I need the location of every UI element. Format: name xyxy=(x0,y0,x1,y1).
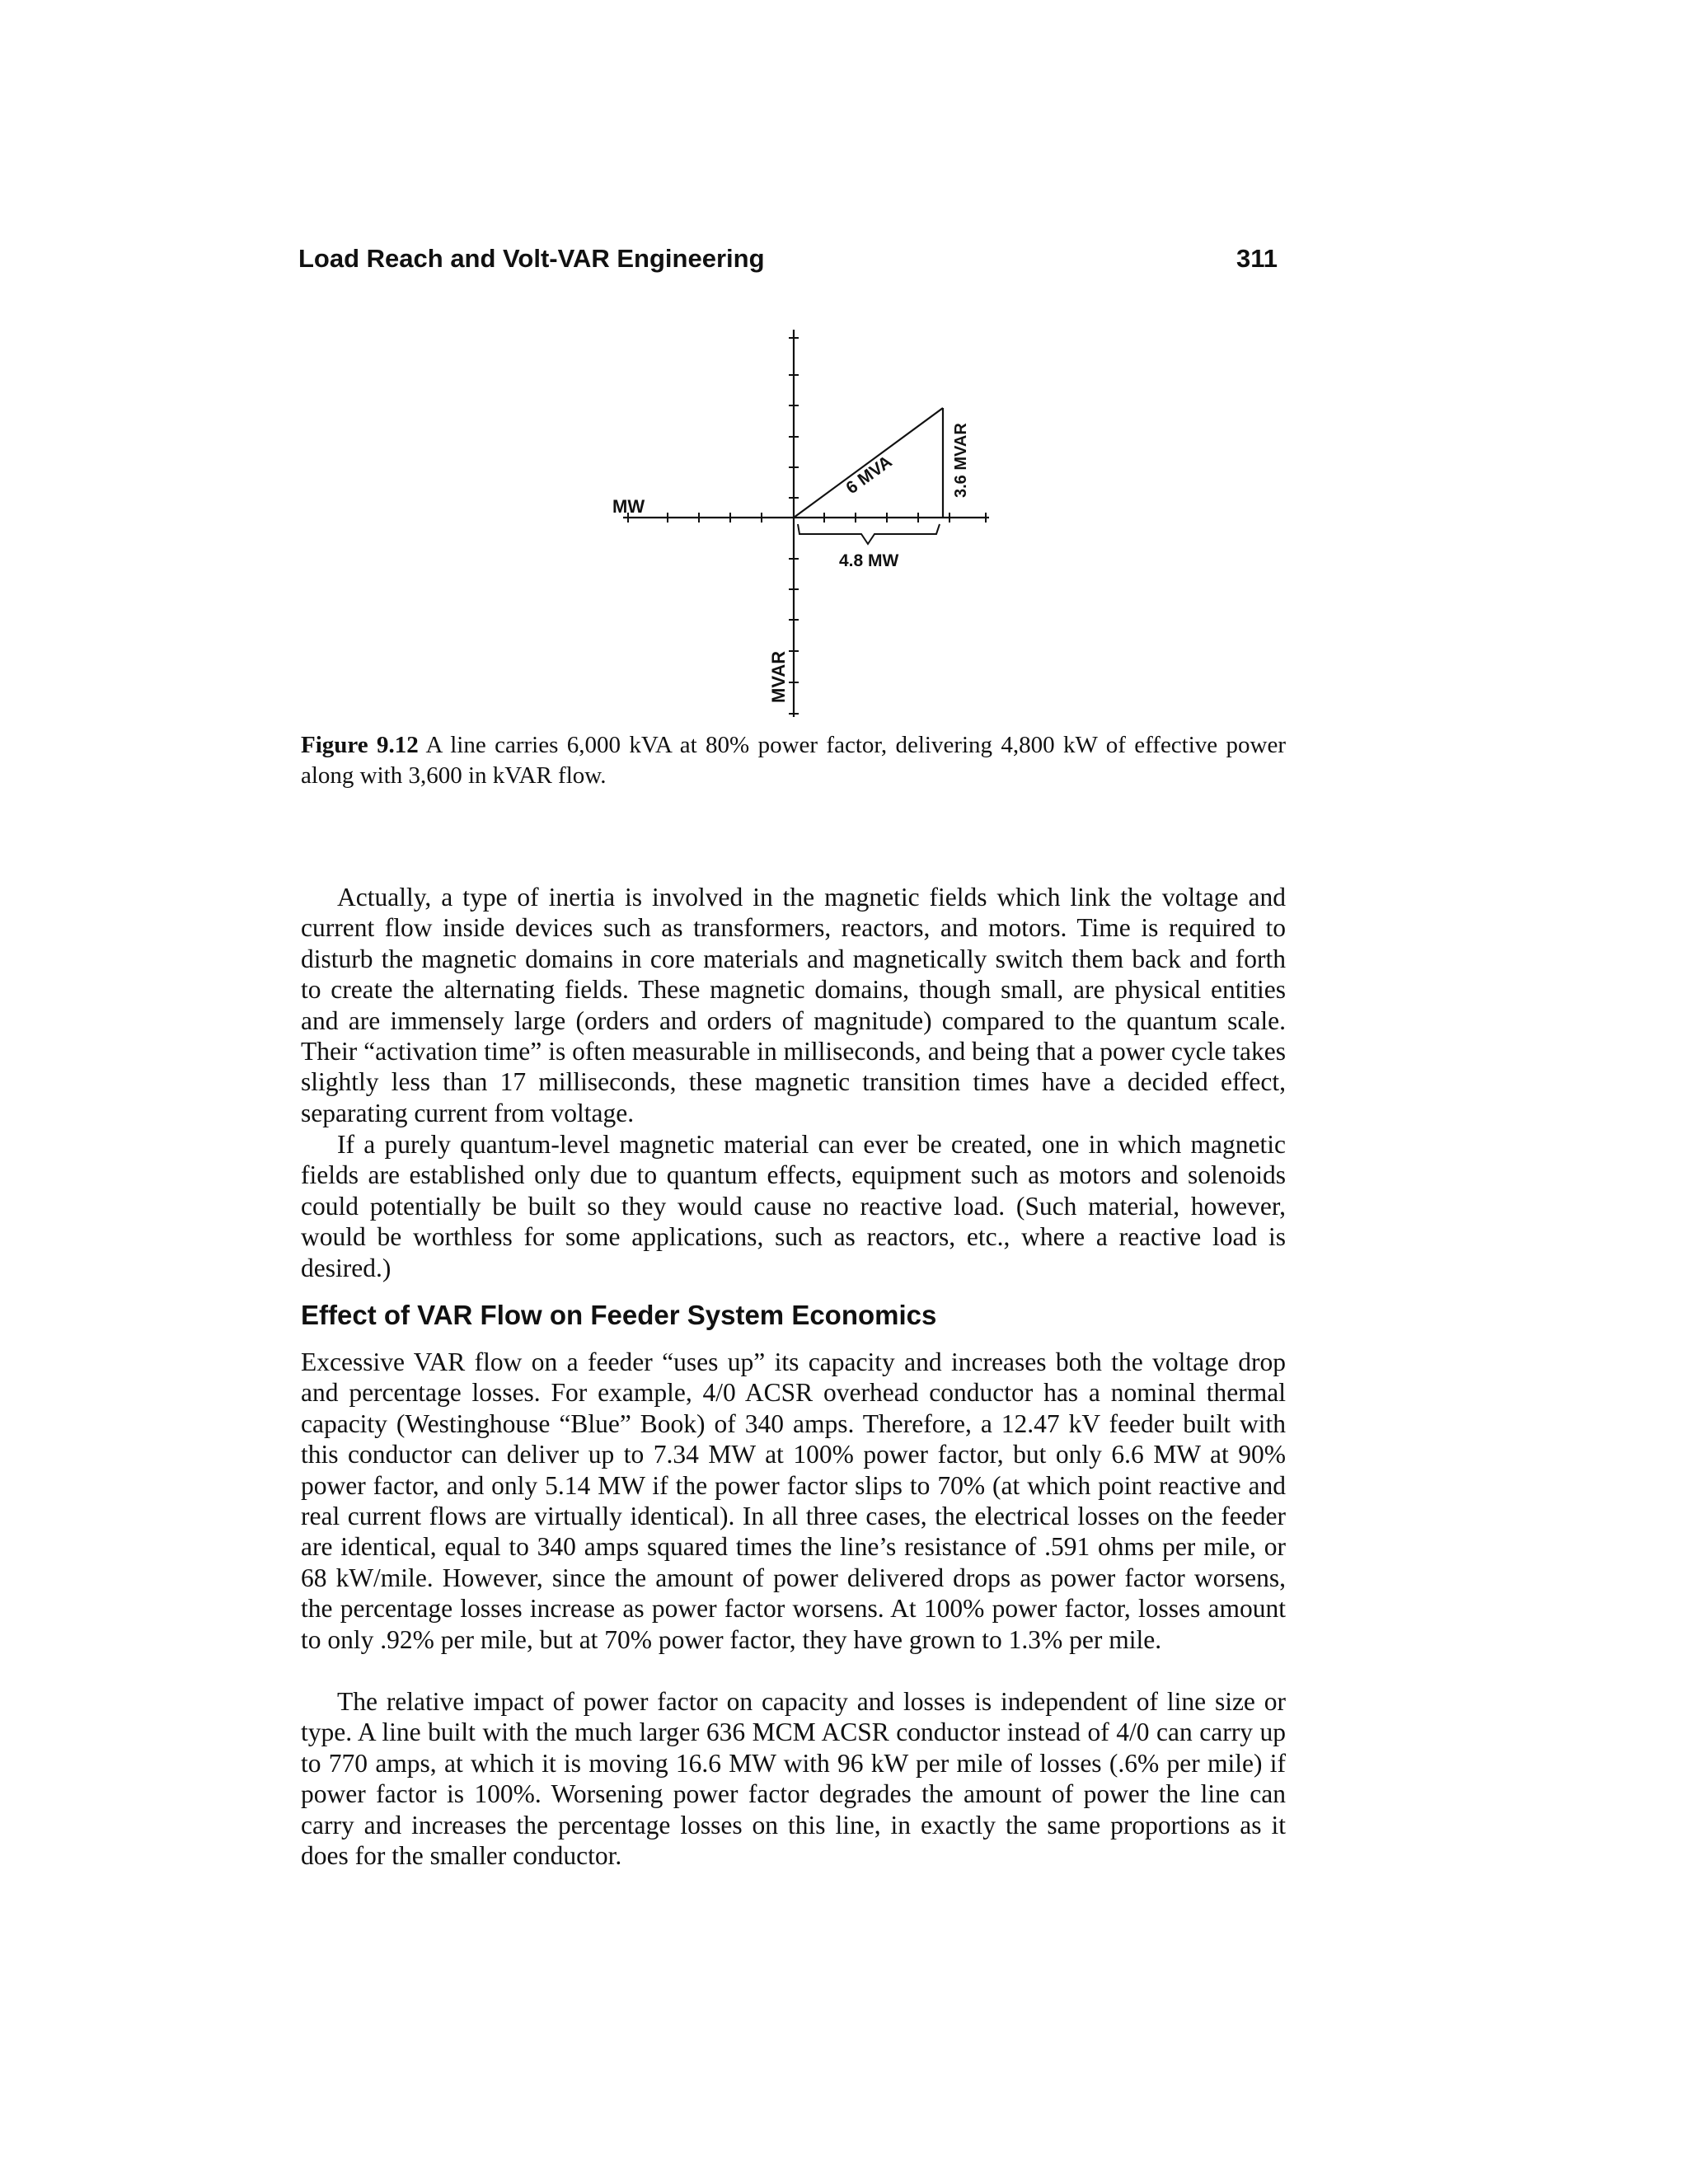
section-heading: Effect of VAR Flow on Feeder System Economics xyxy=(301,1300,937,1330)
page-number: 311 xyxy=(1236,244,1278,273)
paragraph-2: If a purely quantum-level magnetic material can ever be created, one in which magnetic fields are established only due to quantum effects, equipment such as motors and solenoids could potentially be built so they would cause no reactive load. (Such material, however, would be worthless for some applications, such as reactors, etc., where a reactive load is desired.) xyxy=(301,1130,1286,1282)
hypotenuse-label: 6 MVA xyxy=(842,452,896,499)
figure-caption xyxy=(301,730,1286,791)
paragraph-3: Excessive VAR flow on a feeder “uses up” its capacity and increases both the voltage drop and percentage losses. For example, 4/0 ACSR overhead conductor has a nominal thermal capacity (Westinghouse “Blue” Book) of 340 amps. Therefore, a 12.47 kV feeder built with this conductor can deliver up to 7.34 MW at 100% power factor, but only 6.6 MW at 90% power factor, and only 5.14 MW if the power factor slips to 70% (at which point reactive and real current flows are virtually identical). In all three cases, the electrical losses on the feeder are identical, equal to 340 amps squared times the line’s resistance of .591 ohms per mile, or 68 kW/mile. However, since the amount of power delivered drops as power factor worsens, the percentage losses increase as power factor worsens. At 100% power factor, losses amount to only .92% per mile, but at 70% power factor, they have grown to 1.3% per mile. xyxy=(301,1347,1286,1654)
figure-caption-label: Figure 9.12 xyxy=(301,732,419,758)
mw-axis-label: MW xyxy=(612,496,645,517)
vertical-side-label: 3.6 MVAR xyxy=(952,423,970,498)
running-title: Load Reach and Volt-VAR Engineering xyxy=(298,244,765,273)
horizontal-side-label: 4.8 MW xyxy=(839,551,899,570)
running-header xyxy=(298,244,1278,277)
paragraph-1: Actually, a type of inertia is involved in the magnetic fields which link the voltage and current flow inside devices such as transformers, reactors, and motors. Time is required to disturb the magnetic domains in core materials and magnetically switch them back and forth to create the alternating fields. These magnetic domains, though small, are physical entities and are immensely large (orders and orders of magnitude) compared to the quantum scale. Their “activation time” is often measurable in milliseconds, and being that a power cycle takes slightly less than 17 milliseconds, these magnetic transition times have a decided effect, separating current from voltage. xyxy=(301,883,1286,1127)
power-triangle-figure xyxy=(528,326,1104,722)
mw-brace xyxy=(798,524,940,544)
axis-ticks xyxy=(628,338,986,714)
mvar-axis-label: MVAR xyxy=(768,650,789,703)
mva-hypotenuse xyxy=(794,408,943,518)
paragraph-4: The relative impact of power factor on capacity and losses is independent of line size or type. A line built with the much larger 636 MCM ACSR conductor instead of 4/0 can carry up to 770 amps, at which it is moving 16.6 MW with 96 kW per mile of losses (.6% per mile) if power factor is 100%. Worsening power factor degrades the amount of power the line can carry and increases the percentage losses on this line, in exactly the same proportions as it does for the smaller conductor. xyxy=(301,1687,1286,1871)
figure-caption-text: A line carries 6,000 kVA at 80% power factor, delivering 4,800 kW of effective power along with 3,600 in kVAR flow. xyxy=(301,732,1287,789)
